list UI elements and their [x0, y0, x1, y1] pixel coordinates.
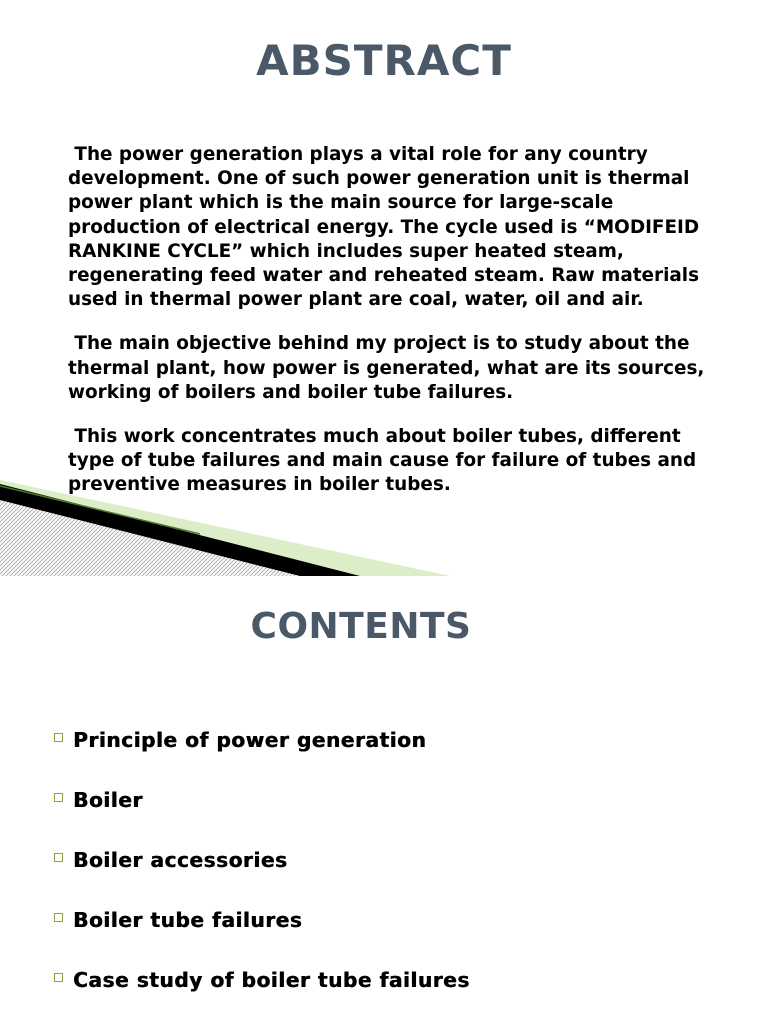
abstract-title: ABSTRACT [256, 36, 512, 85]
contents-list [54, 728, 470, 1024]
abstract-paragraph: The power generation plays a vital role for any country development. One of such power generation unit is thermal power plant which is the main source for large-scale production of electrical energy. The cycle used is “MODIFEID RANKINE CYCLE” which includes super heated steam, regenerating feed water and reheated steam. Raw materials used in thermal power plant are coal, water, oil and air. [68, 144, 706, 311]
abstract-paragraph: This work concentrates much about boiler tubes, different type of tube failures and main cause for failure of tubes and preventive measures in boiler tubes. [68, 426, 703, 496]
contents-title: CONTENTS [250, 606, 472, 647]
list-item [54, 968, 470, 1024]
square-bullet-icon [54, 793, 63, 802]
square-bullet-icon [54, 733, 63, 742]
list-item-label: Case study of boiler tube failures [73, 968, 470, 992]
list-item [54, 848, 470, 908]
contents-slide [0, 576, 768, 1024]
list-item-label: Principle of power generation [73, 728, 427, 752]
list-item [54, 908, 470, 968]
list-item-label: Boiler tube failures [73, 908, 303, 932]
square-bullet-icon [54, 913, 63, 922]
list-item-label: Boiler accessories [73, 848, 288, 872]
square-bullet-icon [54, 973, 63, 982]
abstract-paragraph: The main objective behind my project is to study about the thermal plant, how power is generated, what are its sources, working of boilers and boiler tube failures. [68, 333, 711, 403]
square-bullet-icon [54, 853, 63, 862]
list-item-label: Boiler [73, 788, 143, 812]
list-item [54, 728, 470, 788]
list-item [54, 788, 470, 848]
abstract-body [68, 143, 728, 518]
